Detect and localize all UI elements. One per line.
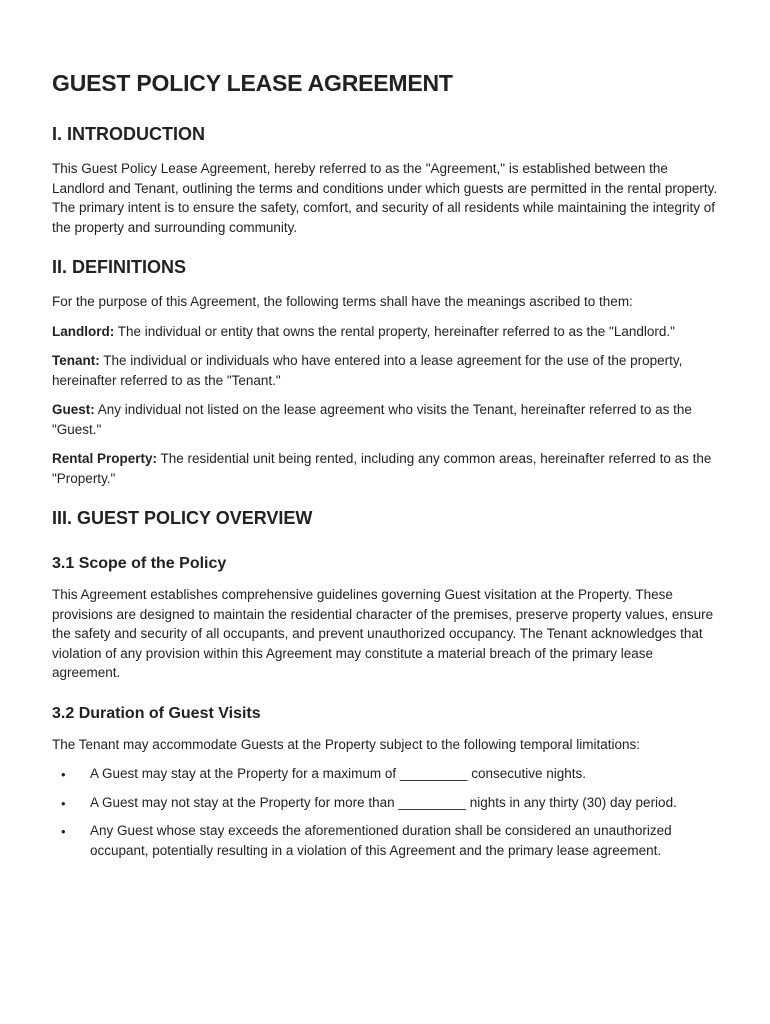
definition-guest [52,400,718,439]
section-guest-policy-overview [52,508,718,860]
bullet-icon: • [61,767,66,782]
definition-term-label: Rental Property: [52,451,158,466]
list-item [52,793,718,813]
definition-term-text: The individual or entity that owns the rental property, hereinafter referred to as the "Landlord." [114,323,675,339]
definition-landlord [52,322,718,342]
list-item-text: Any Guest whose stay exceeds the aforementioned duration shall be considered an unauthorized occupant, potentially resulting in a violation of this Agreement and the primary lease agreement. [90,823,672,858]
definition-rental-property [52,449,718,488]
duration-lead-paragraph: The Tenant may accommodate Guests at the Property subject to the following temporal limitations: [52,736,641,752]
subsection-duration [52,705,718,861]
list-item [52,764,718,784]
definition-term-label: Guest: [52,402,95,417]
list-item-text: A Guest may not stay at the Property for more than _________ nights in any thirty (30) day period. [90,794,677,810]
definition-term-text: The individual or individuals who have entered into a lease agreement for the use of the property, hereinafter referred to as the "Tenant." [52,353,683,388]
section-introduction [52,124,718,237]
definition-term-label: Landlord: [52,323,115,339]
section-definitions [52,257,718,488]
scope-paragraph: This Agreement establishes comprehensive guidelines governing Guest visitation at the Property. These provisions are designed to maintain the residential character of the premises, preserve property values, ensure the safety and security of all occupants, and prevent unauthorized occupancy. The Tenant acknowledges that violation of any provision within this Agreement may constitute a material breach of the primary lease agreement. [52,587,714,680]
introduction-paragraph: This Guest Policy Lease Agreement, hereby referred to as the "Agreement," is established between the Landlord and Tenant, outlining the terms and conditions under which guests are permitted in the rental property. The primary intent is to ensure the safety, comfort, and security of all residents while maintaining the integrity of the property and surrounding community. [52,161,718,235]
definition-term-label: Tenant: [52,353,100,368]
definition-term-text: The residential unit being rented, including any common areas, hereinafter referred to as the "Property." [52,451,712,486]
subsection-heading-duration: 3.2 Duration of Guest Visits [52,704,261,722]
definition-term-text: Any individual not listed on the lease agreement who visits the Tenant, hereinafter referred to as the "Guest." [52,402,692,437]
subsection-heading-scope: 3.1 Scope of the Policy [52,555,227,572]
list-item-text: A Guest may stay at the Property for a maximum of _________ consecutive nights. [90,766,587,781]
definition-tenant [52,351,718,390]
list-item [52,821,718,860]
section-heading-introduction: I. INTRODUCTION [52,124,205,144]
bullet-icon: • [61,795,66,811]
section-heading-definitions: II. DEFINITIONS [52,257,187,277]
document-title: GUEST POLICY LEASE AGREEMENT [52,70,453,96]
subsection-scope [52,555,718,683]
definitions-lead-paragraph: For the purpose of this Agreement, the following terms shall have the meanings ascribed to them: [52,294,633,309]
section-heading-guest-policy-overview: III. GUEST POLICY OVERVIEW [52,508,313,528]
bullet-icon: • [61,824,66,839]
duration-limitations-list [52,764,718,860]
